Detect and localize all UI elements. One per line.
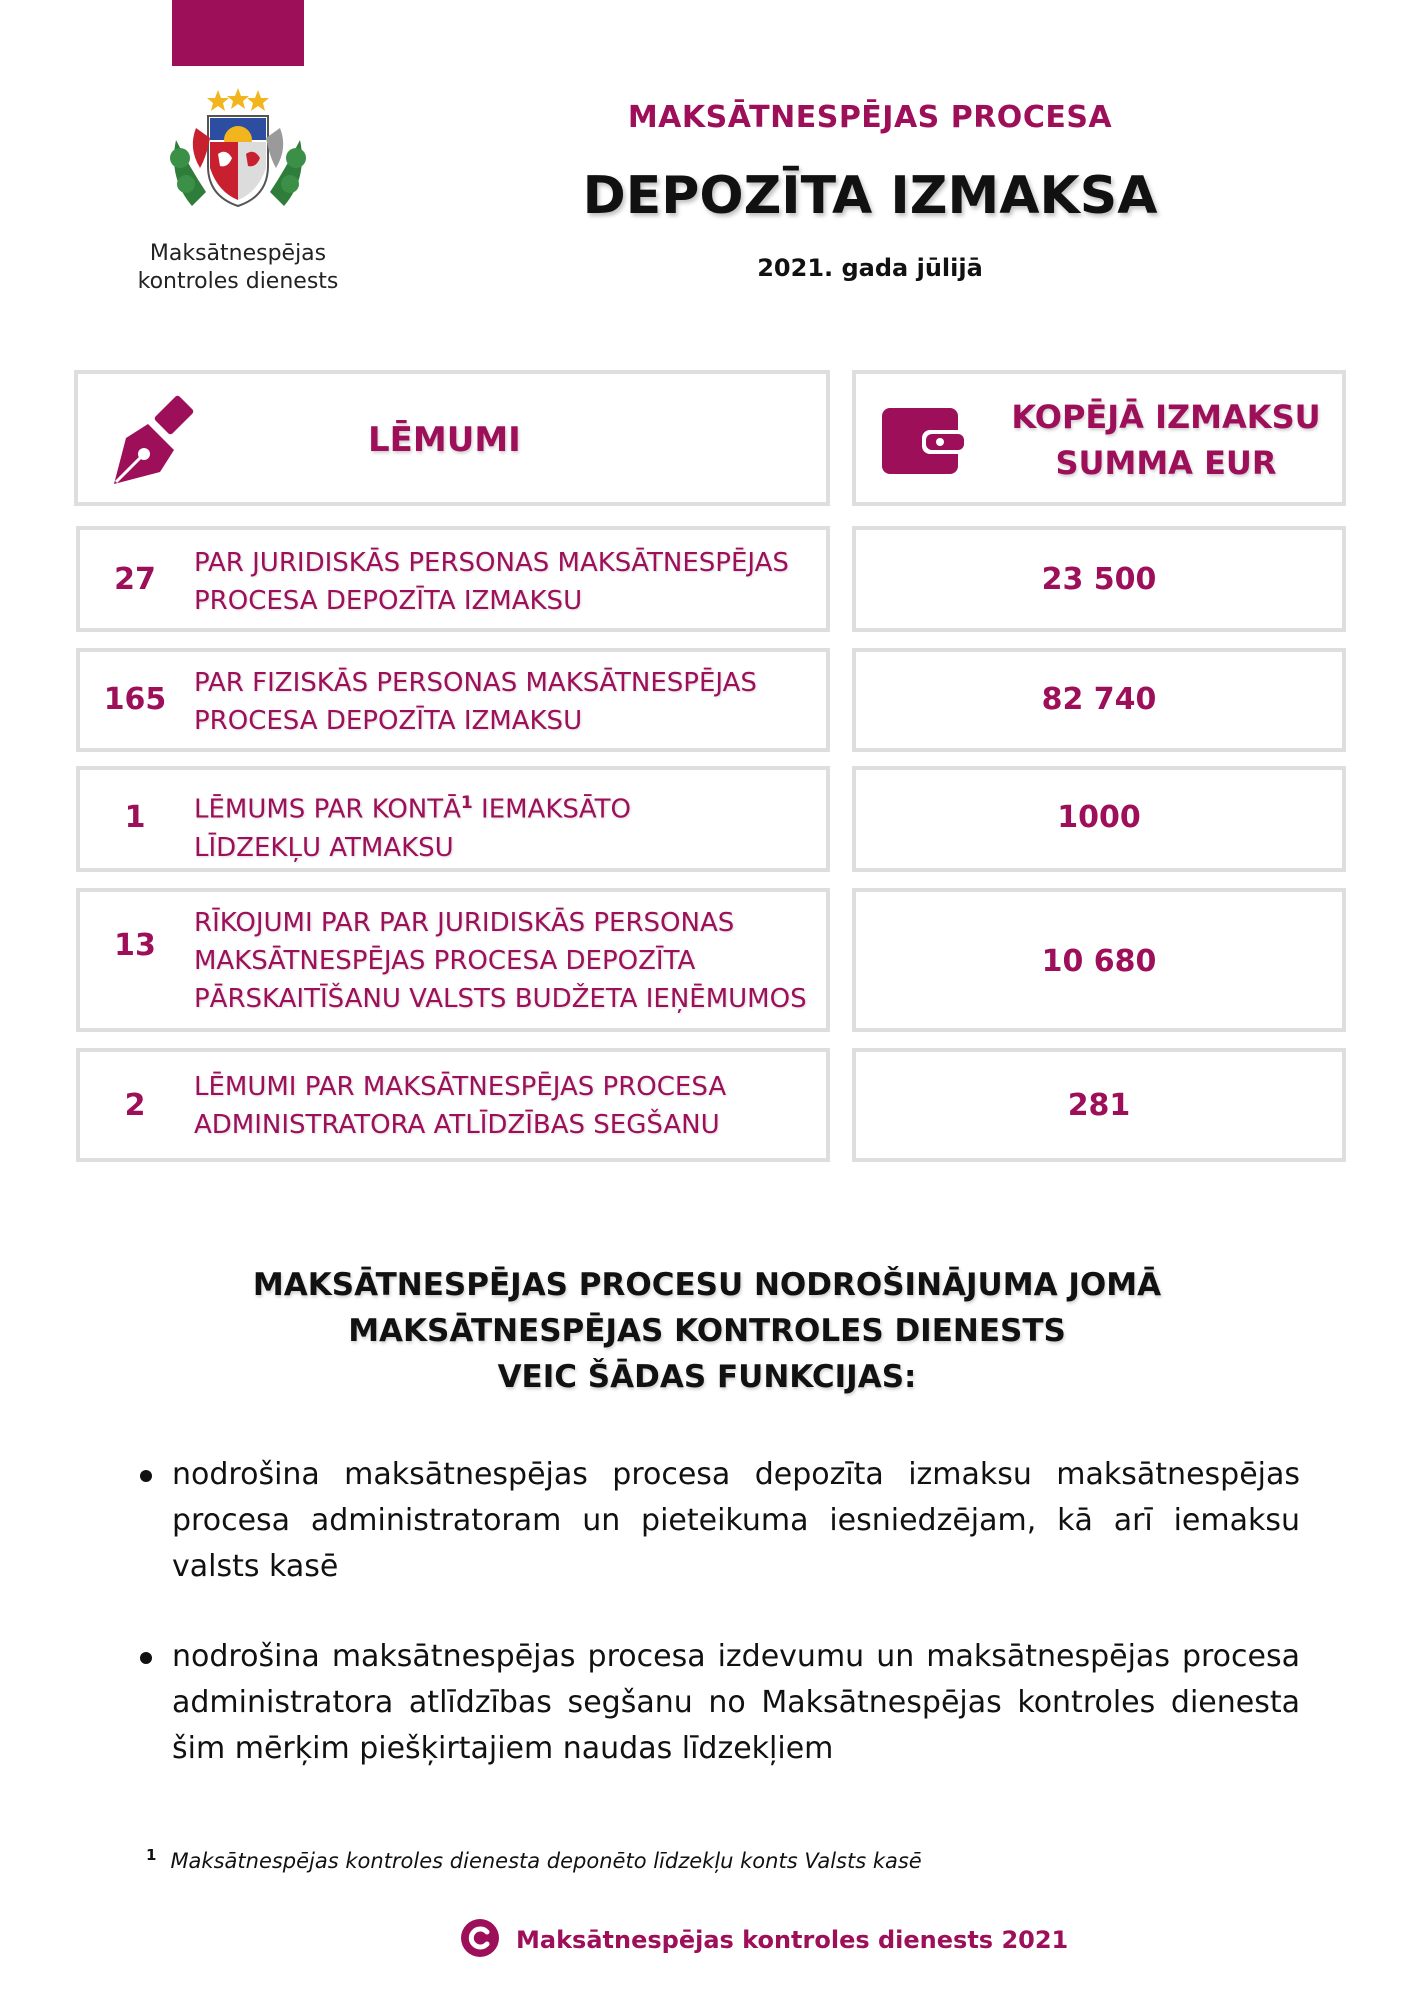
table-row-amount [852, 526, 1346, 632]
decision-description [194, 904, 816, 1018]
page-title: DEPOZĪTA IZMAKSA [582, 166, 1158, 226]
decision-description-line: PAR JURIDISKĀS PERSONAS MAKSĀTNESPĒJAS [194, 548, 789, 578]
decision-description [194, 1068, 816, 1144]
table-row-decision [76, 888, 830, 1032]
table-row-amount [852, 888, 1346, 1032]
decision-description-line: ADMINISTRATORA ATLĪDZĪBAS SEGŠANU [194, 1110, 720, 1140]
decision-description [194, 784, 816, 867]
footnote-marker: 1 [460, 793, 473, 813]
decision-description [194, 544, 816, 620]
table-row-decision [76, 648, 830, 752]
amount-value: 1000 [1057, 800, 1141, 835]
footnote-number: 1 [146, 1846, 157, 1864]
decision-description-line: RĪKOJUMI PAR PAR JURIDISKĀS PERSONAS [194, 908, 735, 938]
functions-list [140, 1452, 1300, 1816]
decision-count: 27 [114, 562, 156, 597]
amount-value: 281 [1067, 1088, 1131, 1123]
functions-heading [200, 1262, 1214, 1400]
decision-description-line: LĪDZEKĻU ATMAKSU [194, 832, 454, 863]
table-row-amount [852, 1048, 1346, 1162]
top-color-tab [172, 0, 304, 66]
table-row-amount [852, 648, 1346, 752]
amount-value: 10 680 [1041, 944, 1157, 979]
table-row-decision [76, 1048, 830, 1162]
total-amount-header-line2: SUMMA EUR [1055, 444, 1277, 482]
footer-text: Maksātnespējas kontroles dienests 2021 [516, 1926, 1069, 1954]
decision-count: 2 [124, 1088, 146, 1123]
decision-description [194, 664, 816, 740]
copyright-icon [460, 1918, 500, 1958]
decisions-header [74, 370, 830, 506]
decision-description-text: LĒMUMS PAR KONTĀ [194, 794, 461, 825]
table-row-amount [852, 766, 1346, 872]
page-subtitle: MAKSĀTNESPĒJAS PROCESA [627, 100, 1113, 135]
decisions-header-label: LĒMUMI [368, 420, 521, 460]
total-amount-header-label [1006, 394, 1326, 486]
list-item: nodrošina maksātnespējas procesa depozīta izmaksu maksātnespējas procesa administratoram un pieteikuma iesniedzējam, kā arī iemaksu valsts kasē [140, 1452, 1300, 1590]
decision-description-line: PĀRSKAITĪŠANU VALSTS BUDŽETA IEŅĒMUMOS [194, 984, 807, 1014]
table-row-decision [76, 526, 830, 632]
amount-value: 82 740 [1041, 682, 1157, 717]
footer [460, 1918, 1069, 1962]
report-date: 2021. gada jūlijā [757, 254, 983, 282]
decision-count: 1 [124, 800, 146, 835]
footnote [146, 1846, 922, 1873]
decision-count: 165 [103, 682, 167, 717]
organization-name-line2: kontroles dienests [137, 269, 339, 294]
decision-description-line: PROCESA DEPOZĪTA IZMAKSU [194, 706, 583, 736]
total-amount-header-line1: KOPĒJĀ IZMAKSU [1011, 398, 1321, 436]
footnote-text: Maksātnespējas kontroles dienesta deponēto līdzekļu konts Valsts kasē [170, 1849, 922, 1873]
decision-description-text: IEMAKSĀTO [472, 794, 632, 825]
decision-count: 13 [114, 928, 156, 963]
functions-heading-line: MAKSĀTNESPĒJAS KONTROLES DIENESTS [348, 1313, 1066, 1349]
decision-description-line: MAKSĀTNESPĒJAS PROCESA DEPOZĪTA [194, 946, 696, 976]
decision-description-line [194, 784, 816, 829]
organization-name [120, 240, 356, 296]
total-amount-header [852, 370, 1346, 506]
organization-name-line1: Maksātnespējas [149, 241, 327, 266]
decision-description-line: PROCESA DEPOZĪTA IZMAKSU [194, 586, 583, 616]
functions-heading-line: MAKSĀTNESPĒJAS PROCESU NODROŠINĀJUMA JOMĀ [252, 1267, 1162, 1303]
table-row-decision [76, 766, 830, 872]
decision-description-line: PAR FIZISKĀS PERSONAS MAKSĀTNESPĒJAS [194, 668, 757, 698]
decision-description-line: LĒMUMI PAR MAKSĀTNESPĒJAS PROCESA [194, 1072, 727, 1102]
fountain-pen-icon [108, 394, 204, 490]
amount-value: 23 500 [1041, 562, 1157, 597]
wallet-icon [882, 408, 966, 474]
coat-of-arms-icon [162, 88, 314, 218]
functions-heading-line: VEIC ŠĀDAS FUNKCIJAS: [497, 1359, 917, 1395]
list-item: nodrošina maksātnespējas procesa izdevumu un maksātnespējas procesa administratora atlīdzības segšanu no Maksātnespējas kontroles dienesta šim mērķim piešķirtajiem naudas līdzekļiem [140, 1634, 1300, 1772]
